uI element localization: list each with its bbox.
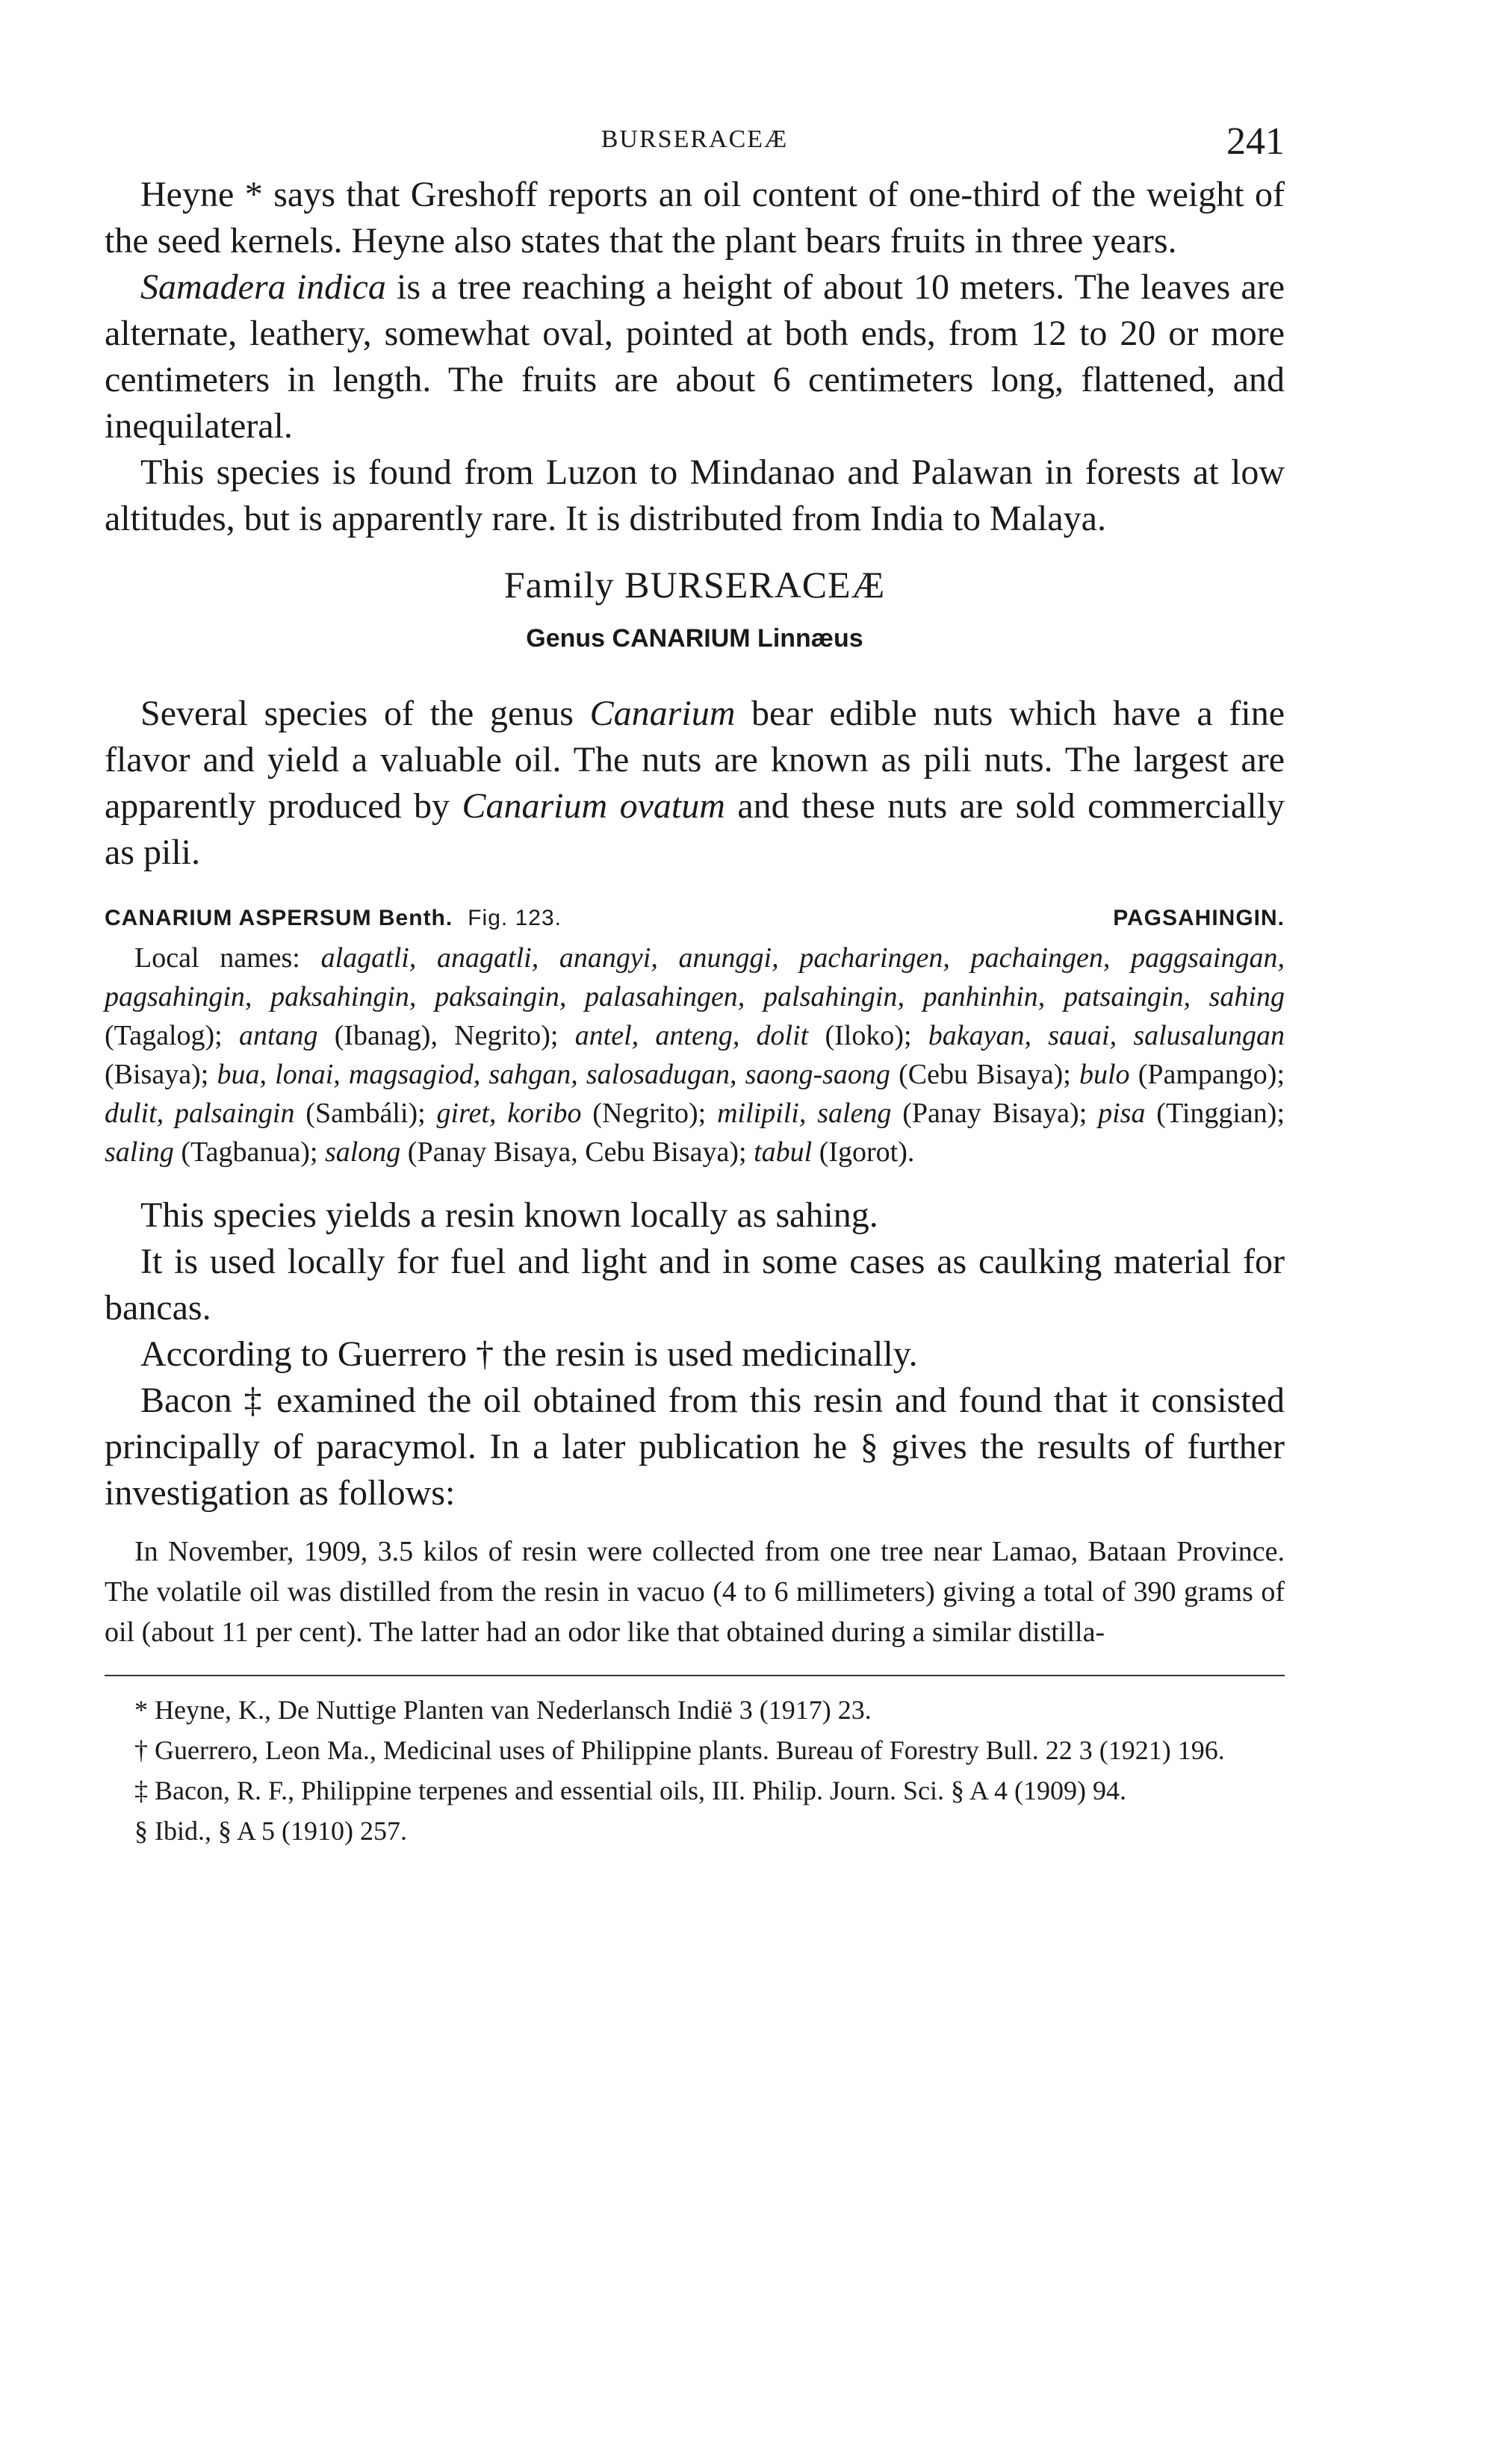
paragraph-uses: It is used locally for fuel and light and in some cases as caulking material for bancas. xyxy=(105,1242,1285,1328)
running-head: BURSERACEÆ xyxy=(601,125,789,153)
iloko-names: antel, anteng, dolit xyxy=(574,1020,809,1051)
panay-cebu-names: salong xyxy=(324,1136,401,1168)
canarium-text-1: Several species of the genus xyxy=(140,694,590,733)
local-names-label: Local names: xyxy=(134,942,321,974)
igorot-names: tabul xyxy=(754,1136,813,1168)
footnote-ibid: § Ibid., § A 5 (1910) 257. xyxy=(134,1816,407,1846)
tagalog-language: (Tagalog); xyxy=(105,1020,239,1051)
paragraph-greshoff: Heyne * says that Greshoff reports an oil content of one-third of the weight of the seed kernels. Heyne also states that the plant bears fruits in three years. xyxy=(105,175,1285,261)
tinggian-language: (Tinggian); xyxy=(1145,1098,1285,1129)
footnote-guerrero: † Guerrero, Leon Ma., Medicinal uses of Philippine plants. Bureau of Forestry Bull. 22 3 (1921) 196. xyxy=(134,1735,1225,1765)
paragraph-bacon: Bacon ‡ examined the oil obtained from this resin and found that it consisted principally of paracymol. In a later publication he § gives the results of further investigation as follows: xyxy=(105,1381,1285,1513)
cebu-names: bua, lonai, magsagiod, sahgan, salosadugan, saong-saong xyxy=(217,1059,890,1090)
species-heading xyxy=(105,906,1285,931)
footnote-heyne: * Heyne, K., De Nuttige Planten van Nederlansch Indië 3 (1917) 23. xyxy=(134,1695,872,1725)
negrito-names: giret, koribo xyxy=(436,1098,582,1129)
samadera-species-name: Samadera indica xyxy=(140,267,386,307)
tagbanua-names: saling xyxy=(105,1136,174,1168)
species-common-name: PAGSAHINGIN. xyxy=(1113,906,1285,930)
footnote-divider xyxy=(105,1675,1285,1676)
sambali-language: (Sambáli); xyxy=(294,1098,437,1129)
canarium-genus-name: Canarium xyxy=(589,694,736,733)
panay-language: (Panay Bisaya); xyxy=(891,1098,1099,1129)
book-page xyxy=(105,119,1285,1851)
samadera-description: is a tree reaching a height of about 10 meters. The leaves are alternate, leathery, somewhat oval, pointed at both ends, from 12 to 20 or more centimeters in length. The fruits are about 6 centimeters long, flattened, and inequilateral. xyxy=(105,267,1285,446)
iloko-language: (Iloko); xyxy=(808,1020,928,1051)
figure-reference: Fig. 123. xyxy=(468,906,562,930)
canarium-text-3: and these nuts are sold commercially as pili. xyxy=(105,786,1285,872)
quoted-passage: In November, 1909, 3.5 kilos of resin were collected from one tree near Lamao, Bataan Province. The volatile oil was distilled from the resin in vacuo (4 to 6 millimeters) giving a total of 390 grams of oil (about 11 per cent). The latter had an odor like that obtained during a similar distilla- xyxy=(105,1536,1285,1648)
footnote-bacon: ‡ Bacon, R. F., Philippine terpenes and essential oils, III. Philip. Journ. Sci. § A 4 (1909) 94. xyxy=(134,1776,1127,1805)
igorot-language: (Igorot). xyxy=(812,1136,915,1168)
species-name: CANARIUM ASPERSUM Benth. xyxy=(105,906,453,930)
paragraph-samadera xyxy=(105,264,1285,449)
page-number: 241 xyxy=(1226,120,1285,163)
panay-cebu-language: (Panay Bisaya, Cebu Bisaya); xyxy=(400,1136,754,1168)
canarium-text-2: bear edible nuts which have a fine flavor and yield a valuable oil. The nuts are known as pili nuts. The largest are apparently produced by xyxy=(105,694,1285,826)
ibanag-names: antang xyxy=(238,1020,318,1051)
footnotes xyxy=(105,1690,1285,1851)
paragraph-distribution: This species is found from Luzon to Mindanao and Palawan in forests at low altitudes, but is apparently rare. It is distributed from India to Malaya. xyxy=(105,452,1285,538)
genus-heading: Genus CANARIUM Linnæus xyxy=(526,624,863,653)
tinggian-names: pisa xyxy=(1098,1098,1146,1129)
bisaya-language: (Bisaya); xyxy=(105,1059,217,1090)
pampango-language: (Pampango); xyxy=(1129,1059,1285,1090)
canarium-ovatum-name: Canarium ovatum xyxy=(462,786,725,826)
paragraph-resin: This species yields a resin known locally as sahing. xyxy=(140,1195,878,1235)
sambali-names: dulit, palsaingin xyxy=(105,1098,295,1129)
cebu-language: (Cebu Bisaya); xyxy=(890,1059,1079,1090)
paragraph-medicinal: According to Guerrero † the resin is used medicinally. xyxy=(140,1334,918,1374)
page-header xyxy=(105,119,1285,172)
paragraph-canarium xyxy=(105,691,1285,876)
pampango-names: bulo xyxy=(1079,1059,1130,1090)
negrito-language: (Negrito); xyxy=(581,1098,718,1129)
tagalog-names: alagatli, anagatli, anangyi, anunggi, pacharingen, pachaingen, paggsaingan, pagsahingin, paksahingin, paksaingin, palasahingen, palsahingin, panhinhin, patsaingin, sahing xyxy=(105,942,1285,1012)
local-names-paragraph xyxy=(105,939,1285,1172)
species-name-group xyxy=(105,906,562,931)
tagbanua-language: (Tagbanua); xyxy=(173,1136,325,1168)
family-heading: Family BURSERACEÆ xyxy=(503,564,886,606)
ibanag-language: (Ibanag), Negrito); xyxy=(317,1020,575,1051)
panay-names: milipili, saleng xyxy=(717,1098,892,1129)
bisaya-names: bakayan, sauai, salusalungan xyxy=(928,1020,1285,1051)
